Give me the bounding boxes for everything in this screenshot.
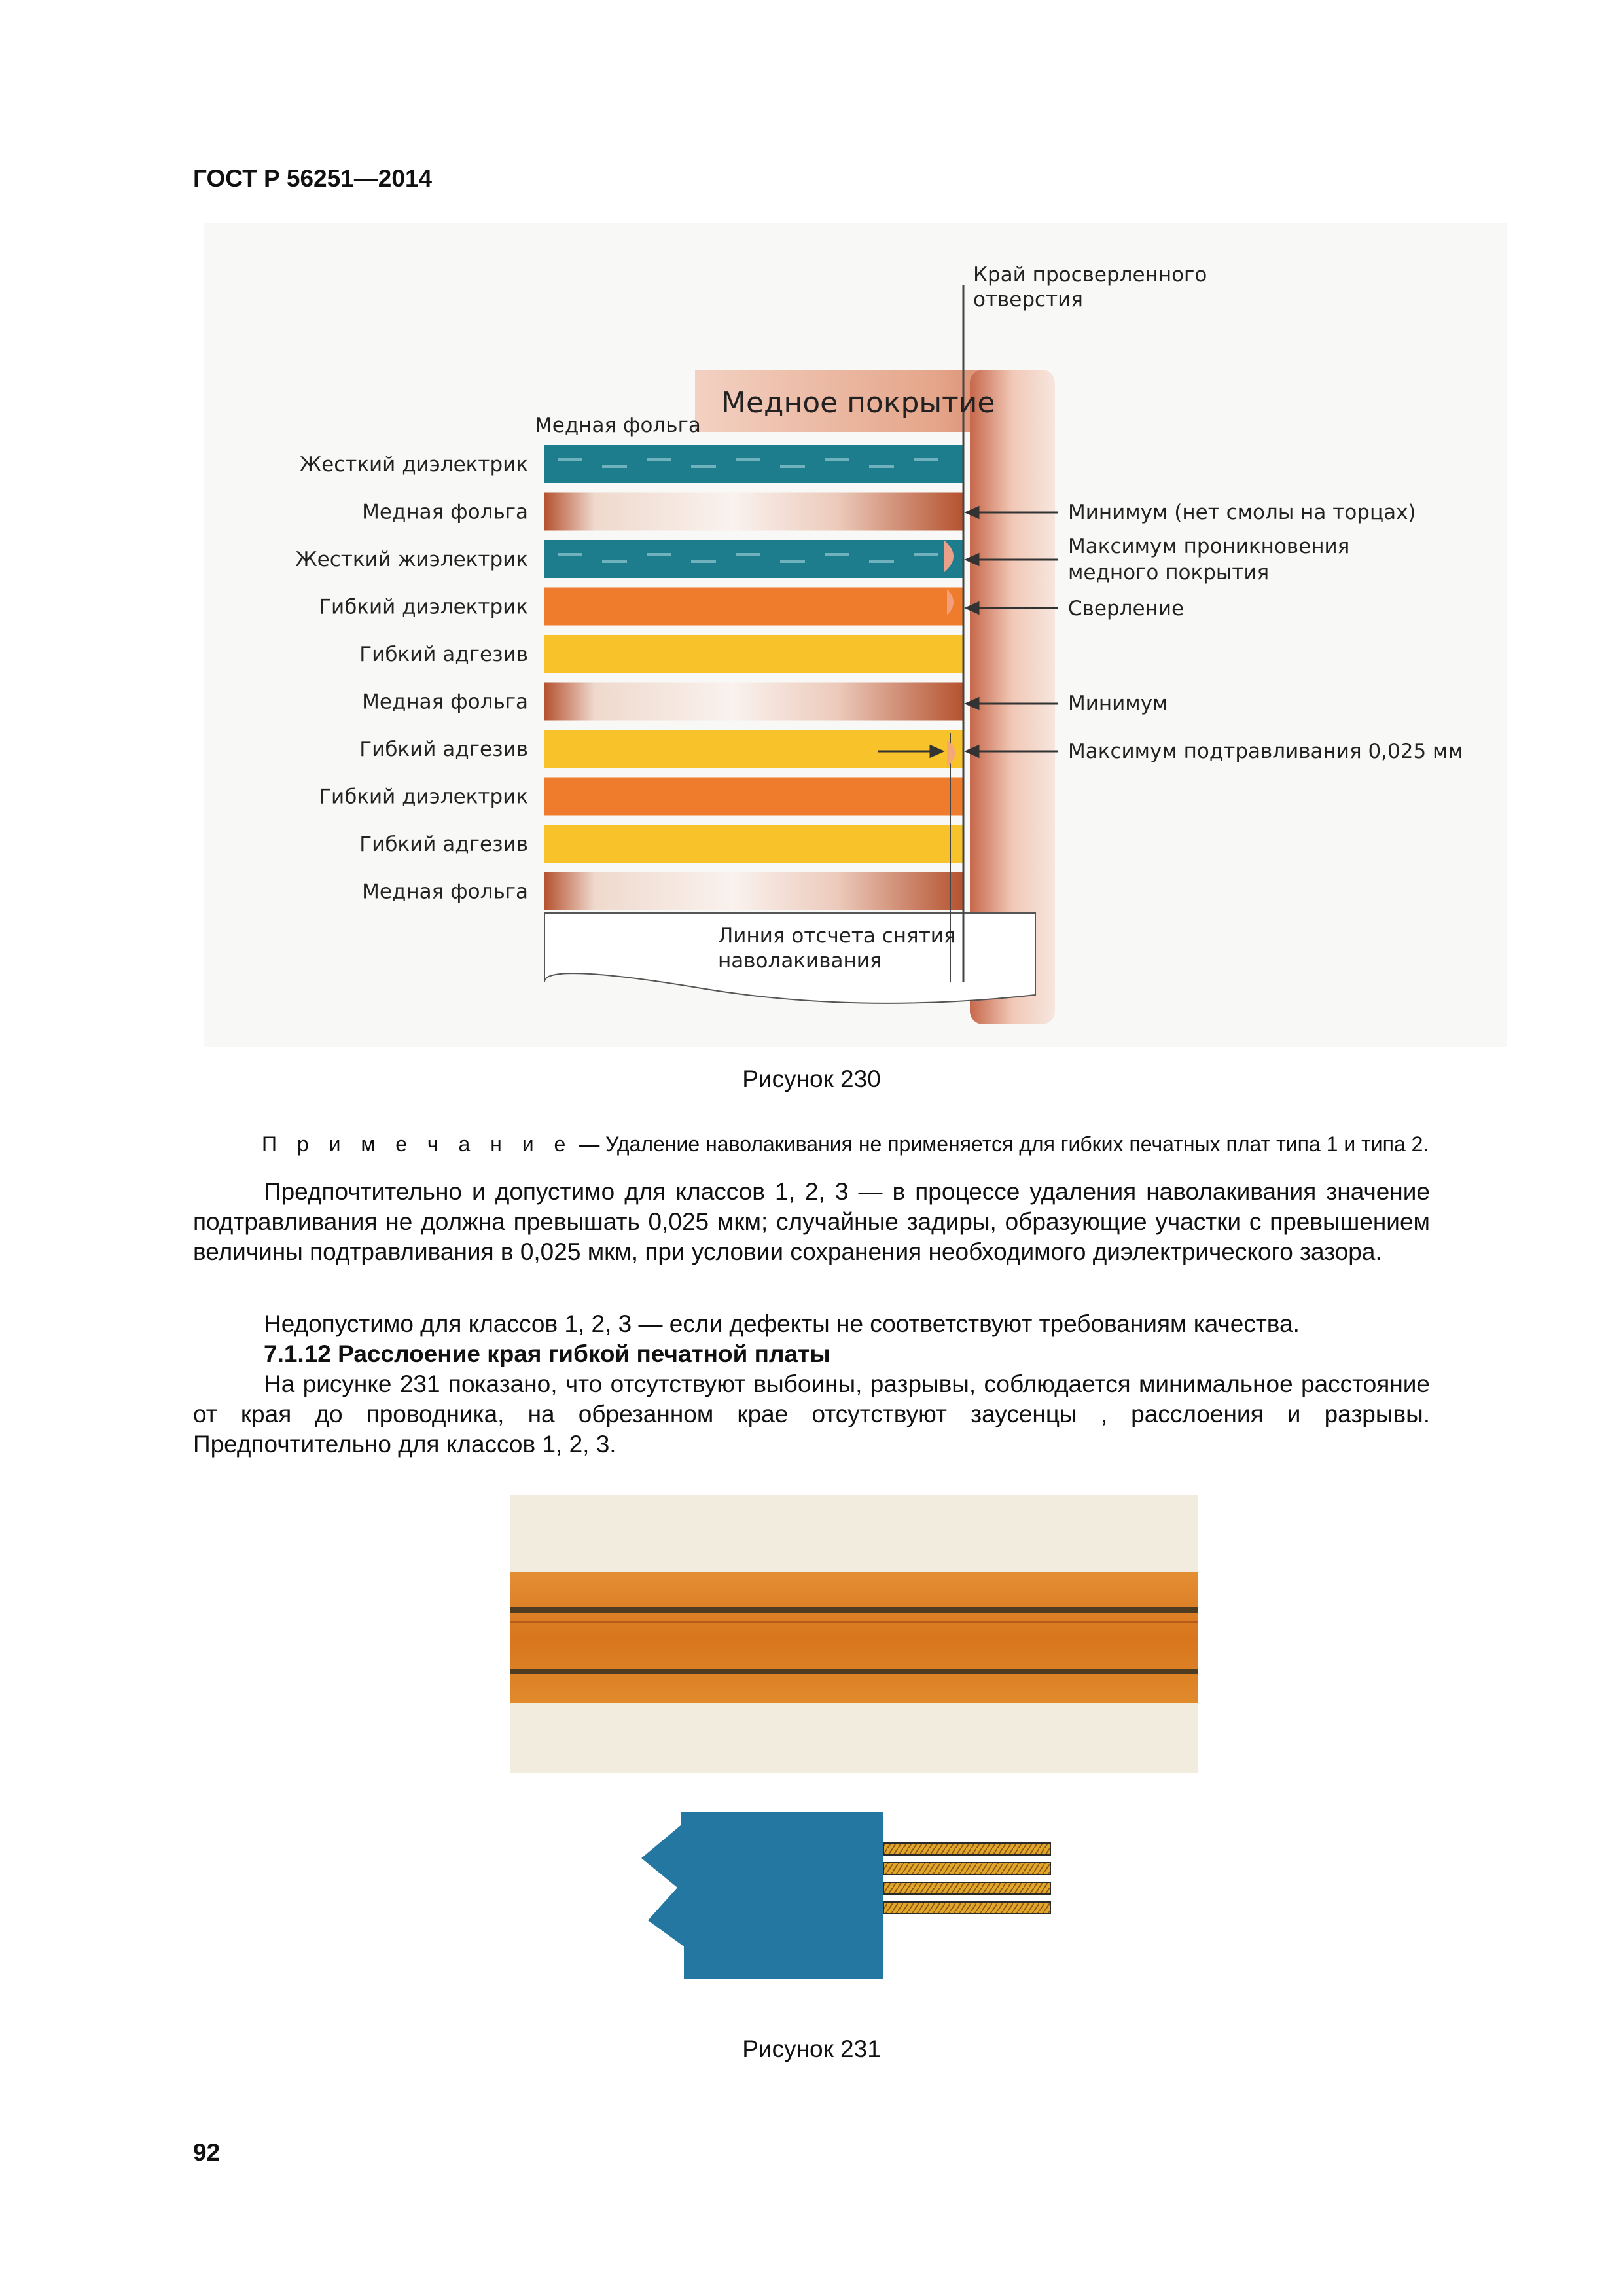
layer-rigid bbox=[544, 540, 963, 578]
page-number: 92 bbox=[193, 2139, 221, 2166]
conductor-line-3 bbox=[510, 1669, 1198, 1674]
glass-fiber-texture bbox=[825, 553, 849, 556]
note-prefix: П р и м е ч а н и е bbox=[262, 1132, 573, 1156]
rigid-board-schematic bbox=[641, 1812, 883, 1979]
layer-adhesive bbox=[544, 825, 963, 863]
glass-fiber-texture bbox=[558, 553, 582, 556]
callout-max-penetration-2: медного покрытия bbox=[1068, 561, 1270, 584]
callout-minimum-no-resin: Минимум (нет смолы на торцах) bbox=[1068, 501, 1416, 524]
label-drill-edge-1: Край просверленного bbox=[973, 263, 1207, 287]
layer-label: Жесткий жиэлектрик bbox=[295, 548, 528, 571]
flex-layers-schematic bbox=[883, 1843, 1050, 1914]
layer-flexdiel bbox=[544, 778, 963, 816]
paragraph-preferred: Предпочтительно и допустимо для классов 1, 2, 3 — в процессе удаления наволакивания значение подтравливания не должна превышать 0,025 мкм; случайные задиры, образующие участки с превышением величины подтравливания в 0,025 мкм, при условии сохранения необходимого диэлектрического зазора. bbox=[193, 1178, 1430, 1265]
layer-label: Гибкий адгезив bbox=[359, 833, 528, 856]
paragraph-unacceptable: Недопустимо для классов 1, 2, 3 — если дефекты не соответствуют требованиям качества. bbox=[264, 1310, 1300, 1337]
layer-label: Жесткий диэлектрик bbox=[299, 453, 528, 476]
figure-230-cross-section bbox=[204, 223, 1507, 1047]
label-copper-plating: Медное покрытие bbox=[721, 386, 995, 420]
paragraph-figure-231-desc: На рисунке 231 показано, что отсутствуют выбоины, разрывы, соблюдается минимальное расстояние от края до проводника, на обрезанном крае отсутствуют заусенцы , расслоения и разрывы. Предпочтительно для классов 1, 2, 3. bbox=[193, 1371, 1430, 1458]
glass-fiber-texture bbox=[558, 458, 582, 461]
layer-label: Медная фольга bbox=[362, 880, 528, 904]
glass-fiber-texture bbox=[647, 458, 671, 461]
layer-label: Медная фольга bbox=[362, 690, 528, 714]
glass-fiber-texture bbox=[780, 560, 805, 563]
conductor-line-1 bbox=[510, 1607, 1198, 1613]
layer-flexdiel bbox=[544, 588, 963, 626]
glass-fiber-texture bbox=[869, 560, 894, 563]
figure-231 bbox=[510, 1495, 1198, 2005]
callout-max-etchback: Максимум подтравливания 0,025 мм bbox=[1068, 740, 1463, 763]
layer-copper bbox=[544, 872, 963, 910]
glass-fiber-texture bbox=[825, 458, 849, 461]
label-copper-foil-top: Медная фольга bbox=[535, 414, 701, 437]
flex-strip-photo bbox=[510, 1572, 1198, 1703]
callout-drilling: Сверление bbox=[1068, 597, 1185, 620]
layer-label: Медная фольга bbox=[362, 500, 528, 524]
glass-fiber-texture bbox=[736, 553, 760, 556]
label-cutoff-1: Линия отсчета снятия bbox=[718, 924, 956, 948]
figure-230-caption: Рисунок 230 bbox=[742, 1066, 881, 1092]
glass-fiber-texture bbox=[780, 465, 805, 468]
glass-fiber-texture bbox=[691, 465, 716, 468]
layer-label: Гибкий адгезив bbox=[359, 643, 528, 666]
callout-max-penetration-1: Максимум проникновения bbox=[1068, 535, 1350, 558]
document-header: ГОСТ Р 56251—2014 bbox=[193, 165, 433, 192]
conductor-line-2 bbox=[510, 1621, 1198, 1623]
glass-fiber-texture bbox=[869, 465, 894, 468]
layer-label: Гибкий адгезив bbox=[359, 738, 528, 761]
layer-adhesive bbox=[544, 730, 963, 768]
label-cutoff-2: наволакивания bbox=[718, 949, 882, 973]
label-drill-edge-2: отверстия bbox=[973, 288, 1083, 312]
layer-copper bbox=[544, 683, 963, 721]
glass-fiber-texture bbox=[914, 458, 938, 461]
figure-231-caption: Рисунок 231 bbox=[742, 2036, 881, 2062]
glass-fiber-texture bbox=[914, 553, 938, 556]
glass-fiber-texture bbox=[691, 560, 716, 563]
note bbox=[262, 1132, 1505, 1157]
glass-fiber-texture bbox=[602, 560, 627, 563]
section-title-7-1-12: 7.1.12 Расслоение края гибкой печатной платы bbox=[264, 1340, 830, 1367]
callout-minimum: Минимум bbox=[1068, 692, 1168, 715]
note-text: — Удаление наволакивания не применяется для гибких печатных плат типа 1 и типа 2. bbox=[573, 1132, 1429, 1156]
glass-fiber-texture bbox=[736, 458, 760, 461]
layer-copper bbox=[544, 493, 963, 531]
layer-label: Гибкий диэлектрик bbox=[319, 785, 528, 809]
layer-rigid bbox=[544, 445, 963, 483]
glass-fiber-texture bbox=[602, 465, 627, 468]
layer-adhesive bbox=[544, 635, 963, 673]
layer-label: Гибкий диэлектрик bbox=[319, 595, 528, 619]
glass-fiber-texture bbox=[647, 553, 671, 556]
